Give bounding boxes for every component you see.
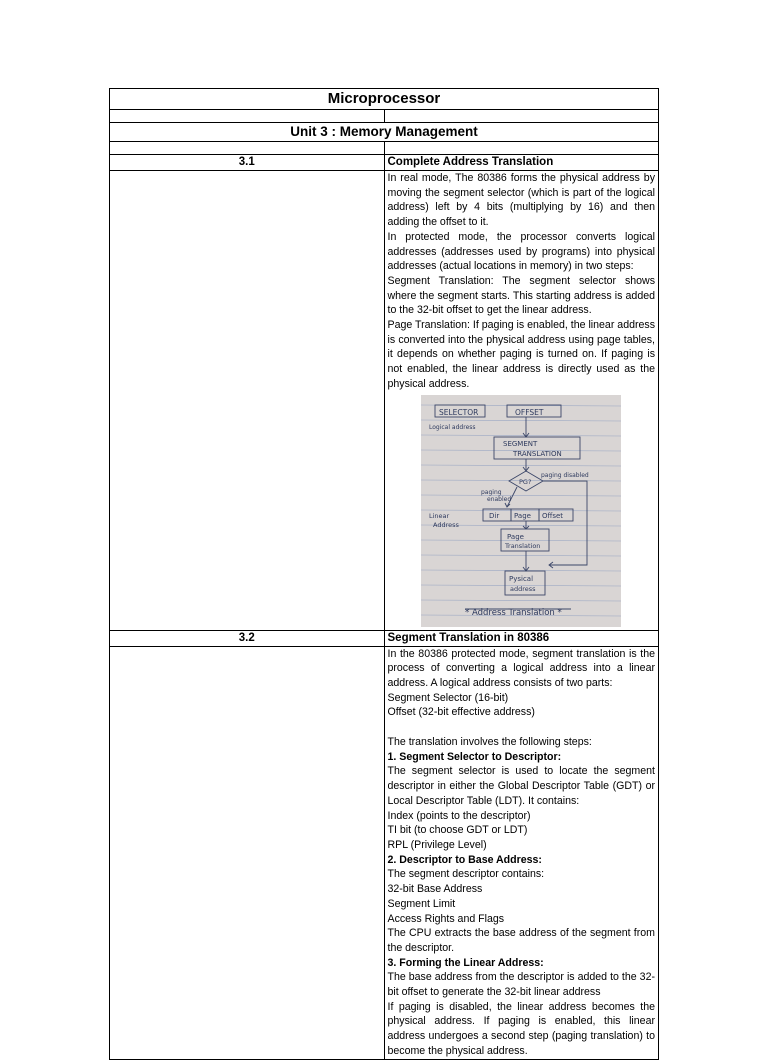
linear-label: Linear bbox=[429, 511, 450, 520]
paragraph: If paging is disabled, the linear address becomes the physical address. If paging is enabled, this linear address undergoes a second step (paging translation) to become the physical address. bbox=[387, 1000, 655, 1057]
spacer bbox=[388, 720, 656, 735]
paging-enabled-label: paging bbox=[481, 488, 502, 496]
paragraph: The base address from the descriptor is added to the 32-bit offset to generate the 32-bit linear address bbox=[387, 971, 655, 999]
offset-label: OFFSET bbox=[515, 407, 544, 417]
section-heading: Segment Translation in 80386 bbox=[384, 630, 659, 646]
unit-title: Unit 3 : Memory Management bbox=[110, 123, 659, 142]
document-page bbox=[109, 88, 659, 1060]
dir-label: Dir bbox=[489, 511, 500, 520]
page-offset-label: Offset bbox=[542, 511, 564, 520]
logical-address-label: Logical address bbox=[429, 423, 476, 431]
list-item: Access Rights and Flags bbox=[387, 912, 505, 925]
list-item: Segment Selector (16-bit) bbox=[387, 691, 509, 704]
paging-disabled-label: paging disabled bbox=[541, 471, 589, 479]
paragraph: The segment descriptor contains: bbox=[387, 868, 545, 881]
section-body bbox=[384, 646, 659, 1059]
section-body bbox=[384, 171, 659, 631]
paragraph: The CPU extracts the base address of the segment from the descriptor. bbox=[387, 927, 655, 954]
paragraph: In the 80386 protected mode, segment translation is the process of converting a logical address into a linear address. A logical address consists of two parts: bbox=[387, 647, 655, 689]
list-item: Index (points to the descriptor) bbox=[387, 809, 531, 822]
step-title: 1. Segment Selector to Descriptor: bbox=[387, 750, 562, 763]
address-translation-diagram bbox=[421, 395, 621, 627]
document-title: Microprocessor bbox=[110, 89, 659, 110]
section-heading: Complete Address Translation bbox=[384, 155, 659, 171]
list-item: RPL (Privilege Level) bbox=[387, 838, 487, 851]
paging-enabled-label-2: enabled bbox=[487, 495, 512, 503]
page-translation-label-2: Translation bbox=[505, 541, 541, 550]
physical-label: Pysical bbox=[509, 574, 534, 583]
list-item: TI bit (to choose GDT or LDT) bbox=[387, 824, 528, 837]
section-number: 3.2 bbox=[110, 630, 385, 646]
segment-label: SEGMENT bbox=[503, 439, 538, 448]
paragraph: In protected mode, the processor converts logical addresses (addresses used by programs) into physical addresses (actual locations in memory) in two steps: bbox=[387, 230, 655, 273]
page-label: Page bbox=[514, 511, 532, 520]
page-translation-label: Page bbox=[507, 532, 525, 541]
list-item: Offset (32-bit effective address) bbox=[387, 706, 535, 719]
paragraph: In real mode, The 80386 forms the physical address by moving the segment selector (which is part of the logical address) left by 4 bits (multiplying by 16) and then adding the offset to it. bbox=[387, 172, 655, 229]
blank-cell bbox=[110, 142, 385, 155]
blank-cell bbox=[110, 646, 385, 1059]
paragraph: Page Translation: If paging is enabled, the linear address is converted into the physical address using page tables, it depends on whether paging is turned on. If paging is not enabled, the linear address is directly used as the physical address. bbox=[387, 319, 655, 390]
address-label: Address bbox=[433, 520, 460, 529]
paragraph: The segment selector is used to locate the segment descriptor in either the Global Descriptor Table (GDT) or Local Descriptor Table (LDT). It contains: bbox=[387, 765, 655, 807]
blank-cell bbox=[384, 110, 659, 123]
blank-cell bbox=[110, 110, 385, 123]
paragraph: The translation involves the following steps: bbox=[387, 736, 592, 749]
step-title: 2. Descriptor to Base Address: bbox=[387, 853, 542, 866]
list-item: 32-bit Base Address bbox=[387, 883, 483, 896]
diagram-caption: * Address Translation * bbox=[465, 607, 563, 618]
step-title: 3. Forming the Linear Address: bbox=[387, 956, 544, 969]
translation-label: TRANSLATION bbox=[513, 449, 562, 458]
list-item: Segment Limit bbox=[387, 897, 456, 910]
section-number: 3.1 bbox=[110, 155, 385, 171]
selector-label: SELECTOR bbox=[439, 407, 479, 417]
paragraph: Segment Translation: The segment selector shows where the segment starts. This starting address is added to the 32-bit offset to get the linear address. bbox=[387, 274, 655, 317]
pg-label: PG? bbox=[519, 477, 532, 486]
physical-label-2: address bbox=[510, 584, 536, 593]
notes-table bbox=[109, 88, 659, 1060]
blank-cell bbox=[384, 142, 659, 155]
blank-cell bbox=[110, 171, 385, 631]
